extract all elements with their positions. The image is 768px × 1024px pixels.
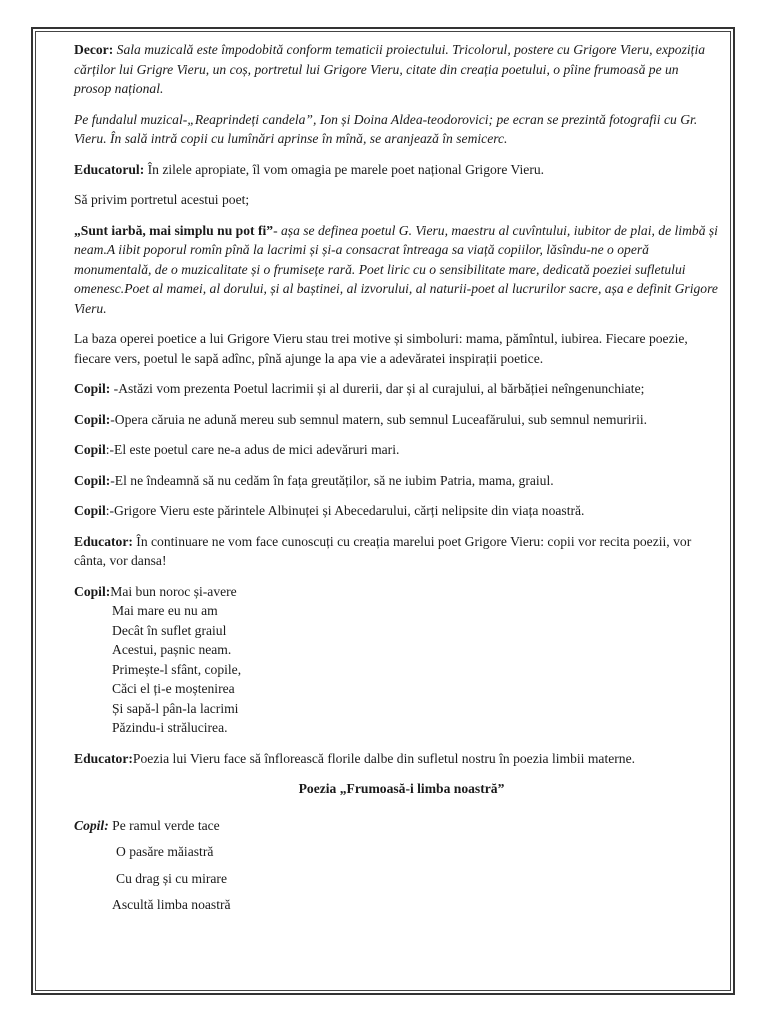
portrait-paragraph: Să privim portretul acestui poet; <box>74 192 250 207</box>
child-line-4 <box>74 471 719 491</box>
child-line-2 <box>74 410 719 430</box>
child-label: Copil <box>74 442 106 457</box>
quote-text: - așa se definea poetul G. Vieru, maestru al cuvîntului, iubitor de plai, de limbă și neam.A iibit poporul romîn pînă la lacrimi și și-a consacrat întreaga sa viață copiilor, lăsîndu-ne o operă monumentală, de o muzicalitate și o frumisețe rară. Poet liric cu o sensibilitate mare, dedicată poeziei sufletului omenesc.Poet al mamei, al dorului, și al baștinei, al izvorului, al naturii-poet al lucrurilor sacre, așa e definit Grigore Vieru. <box>74 222 718 316</box>
educator-continuation-text: În continuare ne vom face cunoscuți cu creația marelui poet Grigore Vieru: copii vor recita poezii, vor cânta, vor dansa! <box>74 533 692 568</box>
child-line-text: -Opera căruia ne adună mereu sub semnul matern, sub semnul Luceafărului, sub semnul nemuririi. <box>110 411 648 427</box>
child-label: Copil: <box>74 411 111 427</box>
poem-title: Poezia „Frumoasă-i limba noastră” <box>298 781 505 796</box>
educator-intro-text: În zilele apropiate, îl vom omagia pe marele poet național Grigore Vieru. <box>144 161 545 177</box>
poem-line <box>74 582 719 602</box>
poem-line: Și sapă-l pân-la lacrimi <box>112 700 239 716</box>
poem-line: Ascultă limba noastră <box>112 897 231 912</box>
educator-label: Educatorul: <box>74 161 145 177</box>
poem-second-stanza <box>74 813 719 919</box>
child-label: Copil: <box>74 472 111 488</box>
poem-line <box>74 813 719 840</box>
child-line-text: :-Grigore Vieru este părintele Albinuței și Abecedarului, cărți nelipsite din viața noastră. <box>105 503 585 518</box>
child-line-text: :-El este poetul care ne-a adus de mici adevăruri mari. <box>105 442 400 457</box>
decor-text: Sala muzicală este împodobită conform tematicii proiectului. Tricolorul, postere cu Grigore Vieru, expoziția cărților lui Grigre Vieru, un coș, portretul lui Grigore Vieru, citate din creația poetului, o pîine frumoasă pe un prosop național. <box>74 42 706 96</box>
poem-line: Decât în suflet graiul <box>112 622 227 638</box>
educator-label: Educator: <box>74 750 133 766</box>
child-label: Copil: <box>74 583 111 599</box>
document-body <box>74 40 719 919</box>
poem-line: Păzindu-i strălucirea. <box>112 720 228 735</box>
child-line-1 <box>74 379 719 399</box>
child-line-3 <box>74 440 719 460</box>
educator-intro-paragraph <box>74 160 719 180</box>
background-paragraph <box>74 110 719 149</box>
poem-line: O pasăre măiastră <box>116 844 214 859</box>
child-label: Copil: <box>74 817 109 833</box>
poem-line: Cu drag și cu mirare <box>116 870 227 886</box>
poem-line-text: Mai bun noroc și-avere <box>110 583 237 599</box>
poem-line: Căci el ți-e moștenirea <box>112 681 235 696</box>
educator-label: Educator: <box>74 533 133 549</box>
educator-poetry-text: Poezia lui Vieru face să înflorească florile dalbe din sufletul nostru în poezia limbii materne. <box>132 750 636 766</box>
child-label: Copil: <box>74 381 111 396</box>
educator-continuation-paragraph <box>74 532 719 571</box>
quote-title: „Sunt iarbă, mai simplu nu pot fi” <box>74 222 274 238</box>
decor-paragraph <box>74 40 719 99</box>
poem-first-stanza <box>74 582 719 738</box>
educator-poetry-paragraph <box>74 749 719 769</box>
background-text: Pe fundalul muzical-„Reaprindeți candela”, Ion și Doina Aldea-teodorovici; pe ecran se prezintă fotografii cu Gr. Vieru. În sală intră copii cu lumînări aprinse în mînă, se aranjează în semicerc. <box>74 111 698 146</box>
child-label: Copil <box>74 503 106 518</box>
poem-line: Acestui, pașnic neam. <box>112 642 232 657</box>
poem-line: Primește-l sfânt, copile, <box>112 661 242 677</box>
quote-paragraph <box>74 221 719 319</box>
child-line-text: -Astăzi vom prezenta Poetul lacrimii și al durerii, dar și al curajului, al bărbăției neîngenunchiate; <box>110 381 645 396</box>
basis-paragraph: La baza operei poetice a lui Grigore Vieru stau trei motive și simboluri: mama, pămîntul, iubirea. Fiecare poezie, fiecare vers, poetul le sapă adînc, pînă ajunge la apa vie a adevăratei inspirații poetice. <box>74 331 688 366</box>
decor-label: Decor: <box>74 42 114 57</box>
poem-line-text: Pe ramul verde tace <box>108 817 220 833</box>
child-line-text: -El ne îndeamnă să nu cedăm în fața greutăților, să ne iubim Patria, mama, graiul. <box>110 472 554 488</box>
poem-line: Mai mare eu nu am <box>112 603 218 618</box>
child-line-5 <box>74 501 719 521</box>
